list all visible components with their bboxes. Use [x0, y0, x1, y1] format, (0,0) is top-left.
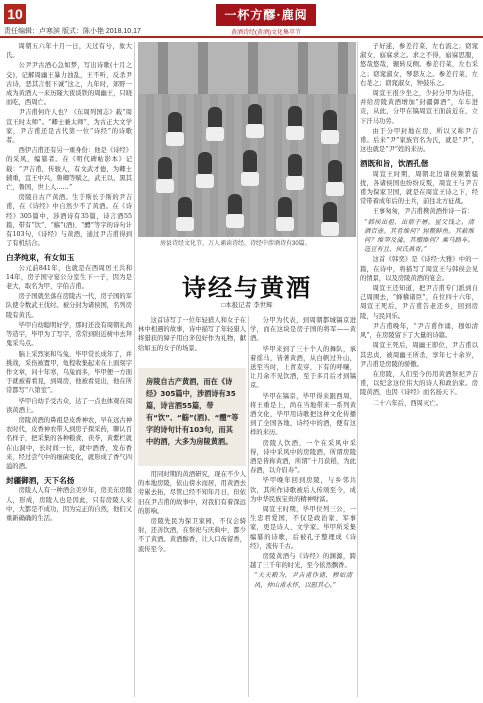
- paragraph: 尹吉甫何许人也？《东周列国志》载“周宣王时太师”。“卿士兼太师”，为古正大文学家，尹吉甫还是古代第一位“诗经”的诗歌者。: [6, 109, 132, 145]
- photo-pillar: [298, 42, 308, 94]
- paragraph: 公元前841年，也就是在西周厉王共和14年，房子国守宴公分室生下一子，因为是老大，取名为甲，字伯吉甫。: [6, 264, 132, 291]
- paragraph: 房陵黄酒的鼻祖是皮香神农，早在远古神农时代，皮香神农带人到房子探采药，聊认百名样子，把采集的各种粮食，茯苓，黄紫栏就在山洞中，长时间一长，就中酒香，发布香来，经过尝气中的细菌变化，就形成了香气四溢的酒。: [6, 416, 132, 470]
- festival-photo: [138, 42, 356, 237]
- photo-person: [208, 107, 222, 129]
- photo-caption: 房县诗经文化节，万人诵读诗经，诗经中涉酒诗有30篇。: [160, 241, 311, 247]
- paragraph: 周宣王死后，周幽王即位，尹吉甫以其忠贞，被周幽王所杀，享年七十余岁，尹吉甫是房陵的骄傲。: [360, 342, 478, 368]
- paragraph: 这首《韩奕》是《诗经·大雅》中的一篇，在诗中，将描写了周宣王与韩侯会见的情景，以及房陵黄酒的宴会。: [360, 256, 478, 282]
- photo-robe: [226, 214, 244, 228]
- article-byline: □本报记者 李世辉: [221, 302, 273, 309]
- photo-person: [243, 150, 257, 172]
- photo-person: [168, 112, 182, 134]
- paragraph: 子好逑，参差荇菜，左右流之；窈窕淑女，寤寐求之。求之不得，寤寐思服，悠哉悠哉，辗转反侧。参差荇菜，左右采之；窈窕淑女，琴瑟友之。参差荇菜，左右芼之；窈窕淑女，钟鼓乐之。: [360, 43, 478, 87]
- paragraph: 毕甲来到了三十个人的舞队，承着徭马，皆著黄酒，从白帆过升山，送至当时，上青麦穿，下有的呼嚷，让月余不见饮酒，至于多月后才到镐京。: [250, 345, 356, 390]
- paragraph: 由于分甲封地在房，所以又称尹吉甫。后来“尹”家族官名为氏，就是“尹”，这也就是“尹”姓的来历。: [360, 127, 478, 154]
- paragraph: 用同时期的黄酒研究，现在不少人的本地房陵，依山傍水而居，用黄酒去劳累去拓，尽管已经不知年月日，但依旧在尹吉甫的故事中，对我们有着深远的影响。: [138, 471, 246, 515]
- paragraph: 尹吉甫晚年，“尹吉甫作诵，穆如清风”，在房陵留下了大量的诗篇。: [360, 322, 478, 340]
- page-number: 10: [4, 4, 26, 24]
- paragraph: 公尹尹古酒心急如梦，写出诗歌(十月之交)，记解周幽王暴力浊乱，王不听，反杀尹古诗，恶其言恨下诚“这之，九年时，郊野一成为黄酒人一来历隆大夜谈铁的周幽王，只晓而吃，西周亡。: [6, 62, 132, 107]
- paragraph: 在房陵，人们至今仍用黄酒祭祀尹吉甫，以纪念这位伟大的诗人和政治家。房陵黄酒，也因《诗经》而名扬天下。: [360, 370, 478, 397]
- photo-person: [323, 202, 337, 224]
- photo-person: [158, 157, 172, 179]
- paragraph: 毕甲自幼聪明好学，那时还没有周朝礼尚等造字，毕甲为了写字，常常到附近树中去拜鬼采鸟点。: [6, 321, 132, 348]
- photo-robe: [196, 174, 214, 188]
- photo-pillar: [338, 42, 348, 94]
- paragraph: 西伊吉甫还有另一重身份：他是《诗经》的采风，编纂者。在《明代碑帖影本》记载：“尹吉甫，传骏人，有文武才德，为卿士辅重，宣王中兴，鲁卿等赋之，武王以，黑其亡，鲁国，世上人……”: [6, 147, 132, 192]
- paragraph: 这首诗写了一位年轻猎人和女子在林中相遇的故事，诗中描写了年轻猎人将猎获的獐子用白茅包好作为礼物，献给如玉的女子的场景。: [138, 317, 246, 352]
- column-center: [250, 316, 356, 697]
- paragraph: 房陵人饮酒，一个在采风中采得，诗中采风中的房陵酒，所谓房陵酒是皆称黄酒，所谓“十月获稻，为此春酒，以介眉寿”。: [250, 439, 356, 475]
- photo-person: [278, 197, 292, 219]
- section-banner-subtitle: 黄酒诗经(黄酒)文化集萃节: [231, 30, 301, 36]
- paragraph: 二十六年后，西周灭亡。: [372, 399, 442, 407]
- column-divider: [357, 42, 358, 697]
- photo-person: [288, 154, 302, 176]
- photo-pillar: [198, 42, 208, 94]
- paragraph: 周宣王还知道，把尹吉甫专门派到自己周围去，“蜂稽诸臣”，在位四十六年，周宣王死后，尹吉甫告老还乡，回到房陵，与民同乐。: [360, 285, 478, 320]
- quoted-verse: “夫天粮为，尹吉甫作诵，穆如清风，仲山甫永怀，以慰其心。”: [254, 572, 352, 589]
- photo-robe: [286, 126, 304, 140]
- paragraph: 房陵黄酒与《诗经》的渊源，跨越了三千年的时光，至今依然飘香。: [250, 553, 356, 570]
- photo-person: [288, 106, 302, 128]
- photo-person: [323, 110, 337, 132]
- paragraph: 周宣王时期，毕甲位列三公，一生忠君爱国，不仅是政治家、军事家，更是诗人、文学家。毕甲所采集编纂的诗歌，后被孔子整理成《诗经》，流传千古。: [250, 506, 356, 550]
- paragraph: 毕甲在镐京，毕甲得来跟西周，将王重是上，尚在当地带来一系列黄酒文化，毕甲用诗歌把这种文化传播到了全国各地，诗经中的酒，便有这样的来历。: [250, 392, 356, 437]
- section-heading: 封疆御酒，天下名扬: [6, 476, 75, 486]
- paragraph: 毕甲自幼手受古众，达了一点也体观在阅读黄酒上。: [6, 397, 132, 414]
- photo-building: [138, 42, 356, 94]
- article-title-block: [138, 256, 356, 310]
- paragraph: 分甲为代表，到周朝都城镐京进学，而在这块是房子国的将军——黄酒。: [250, 317, 356, 343]
- paragraph: 周宣王时期，周朝北边诸侯频繁骚扰，各诸侯国也纷纷反叛，周宣王与尹吉甫为保家卫国，就是在周宣王诗之下，经常带着成年后的士兵，前往北方征战。: [360, 170, 478, 206]
- header-rule: [0, 36, 483, 38]
- paragraph: 脑上采烈案和鸟兔，毕甲常长成年了，并挑战，采伤被置甲，龟程收集起来在上面刻字作文章，问十年寒，乌兔而多，毕甲便一方面于就被着看見，到周房，他被看見出，他在所常都写“八第室”。: [6, 350, 132, 395]
- page-header: [0, 0, 483, 36]
- paragraph: 周宣王很少坐之，少封分甲为诗佳，并给房陵黄酒增加“封疆御酒”，车车进贡，从此，分甲在镐周宣王面前近在，立下汗马功劳。: [360, 90, 478, 125]
- paragraph: 王事匆匆，尹吉甫携黄酒作诗一首：: [372, 208, 474, 216]
- paragraph: 房陵自古产黄酒。生于斯长于斯的尹吉甫，在《诗经》中自然少不了黄酒。在《诗经》305篇中，涉酒诗有35篇，诗言酒55篇，带有“饮”、“觞”(酒)、“醴”等字的诗句计有103句，《诗经》与黄酒，通过尹吉甫得到了有机结合。: [6, 194, 132, 248]
- photo-robe: [156, 179, 174, 193]
- photo-robe: [321, 130, 339, 144]
- paragraph: 房陵人人有一种酒会美岁年，房美东房陵人，形成，房陵人也是因此，只有房陵人来中，大都是不成功，因为完正的自然，他们又重新确确的生活。: [6, 487, 132, 522]
- photo-robe: [246, 124, 264, 138]
- photo-robe: [326, 182, 344, 196]
- column-right: [360, 42, 478, 697]
- column-divider: [134, 42, 135, 697]
- photo-pillar: [248, 42, 258, 94]
- photo-person: [228, 194, 242, 216]
- article-headline: 诗经与黄酒: [182, 273, 312, 302]
- photo-robe: [276, 217, 294, 231]
- paragraph: 毕甲晚年回到房陵，与乡邻共饮，其所作诗歌被后人传颂至今，成为中华民族宝贵的精神财富。: [250, 477, 356, 503]
- paragraph: 周朝五六年十月一日，天过有兮，象大氏。: [6, 43, 132, 60]
- photo-robe: [206, 127, 224, 141]
- section-heading: 酒既和旨，饮酒孔偕: [360, 159, 429, 169]
- column-middle-bottom: [138, 470, 246, 697]
- photo-person: [178, 197, 192, 219]
- photo-robe: [166, 132, 184, 146]
- paragraph: 房子国就坐落在房陵古一代，房子国的军队使令数武王伐纣。被分封为诸侯国，名列房陵有黄氏。: [6, 293, 132, 319]
- editor-credits: 责任编辑：卢寒滨 版式：陈小艳 2018.10.17: [4, 28, 141, 35]
- photo-robe: [286, 176, 304, 190]
- photo-pillar: [158, 42, 168, 94]
- column-divider: [248, 316, 249, 697]
- poem-quote: “韩侯出祖，出宿于屠。显父饯之，清酒百壶。其肴维何？炰鳖鲜鱼。其蔌维何？维笋及蒲。其赠维何？乘马路车。笾豆有且，侯氏燕胥。”: [364, 218, 474, 254]
- photo-robe: [176, 217, 194, 231]
- photo-person: [328, 160, 342, 182]
- photo-person: [198, 152, 212, 174]
- photo-robe: [241, 172, 259, 186]
- photo-person: [248, 104, 262, 126]
- section-banner: 一杯方醪·鹿阅: [216, 4, 316, 26]
- column-middle-top: [138, 316, 246, 366]
- pull-quote: 房陵自古产黄酒，而在《诗经》305篇中，涉酒诗有35篇，诗言酒55篇，带有“饮”、“觞”(酒)、“醴”等字的诗句计有103句，而其中的酒，大多为房陵黄酒。: [138, 368, 246, 466]
- section-heading: 白茅纯束，有女如玉: [6, 253, 75, 263]
- photo-robe: [321, 222, 339, 236]
- paragraph: 房陵先民为保卫家园，不仅会骑射，还善饮酒，在祭祀与庆典中，都少不了黄酒。黄酒醇香，让人口齿留香，流传至今。: [138, 518, 246, 553]
- column-left: [6, 42, 132, 697]
